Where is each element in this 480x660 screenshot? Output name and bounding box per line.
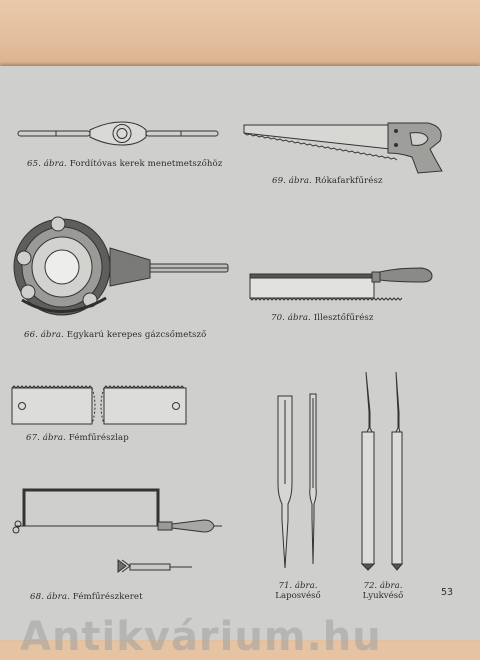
figure-68-label: 68. ábra. bbox=[30, 592, 70, 602]
die-stock-illustration bbox=[16, 116, 221, 156]
flat-chisel-illustration bbox=[270, 392, 330, 572]
watermark-text: Antikvárium.hu bbox=[20, 614, 382, 660]
figure-67-label: 67. ábra. bbox=[26, 433, 66, 443]
figure-67-caption bbox=[26, 433, 129, 443]
tenon-saw-illustration bbox=[246, 264, 436, 304]
figure-66-caption bbox=[24, 330, 206, 340]
figure-65-label: 65. ábra. bbox=[27, 159, 67, 169]
hacksaw-frame-illustration bbox=[8, 484, 230, 592]
page-number: 53 bbox=[441, 587, 454, 598]
figure-65-caption bbox=[27, 159, 222, 169]
figure-67-title: Fémfűrészlap bbox=[68, 433, 129, 443]
figure-70-label: 70. ábra. bbox=[271, 313, 311, 323]
figure-68-caption bbox=[30, 592, 143, 602]
figure-72-label: 72. ábra. bbox=[363, 581, 403, 591]
figure-66-label: 66. ábra. bbox=[24, 330, 64, 340]
figure-69-title: Rókafarkfűrész bbox=[314, 176, 383, 186]
figure-70-title: Illesztőfűrész bbox=[313, 313, 374, 323]
figure-71-caption bbox=[270, 581, 326, 601]
panel-saw-illustration bbox=[240, 121, 450, 177]
figure-71-label: 71. ábra. bbox=[278, 581, 318, 591]
figure-69-caption bbox=[272, 176, 383, 186]
figure-72-title: Lyukvéső bbox=[362, 591, 404, 601]
hacksaw-blade-illustration bbox=[8, 384, 193, 430]
figure-68-title: Fémfűrészkeret bbox=[72, 592, 143, 602]
figure-69-label: 69. ábra. bbox=[272, 176, 312, 186]
figure-71-title: Laposvéső bbox=[275, 591, 321, 601]
mortise-chisel-illustration bbox=[354, 370, 414, 572]
figure-65-title: Fordítóvas kerek menetmetszőhöz bbox=[69, 159, 223, 169]
figure-70-caption bbox=[271, 313, 374, 323]
table-background bbox=[0, 0, 480, 70]
figure-66-title: Egykarú kerepes gázcsőmetsző bbox=[66, 330, 207, 340]
figure-72-caption bbox=[355, 581, 411, 601]
book-page bbox=[0, 66, 480, 640]
pipe-threader-illustration bbox=[10, 212, 230, 322]
